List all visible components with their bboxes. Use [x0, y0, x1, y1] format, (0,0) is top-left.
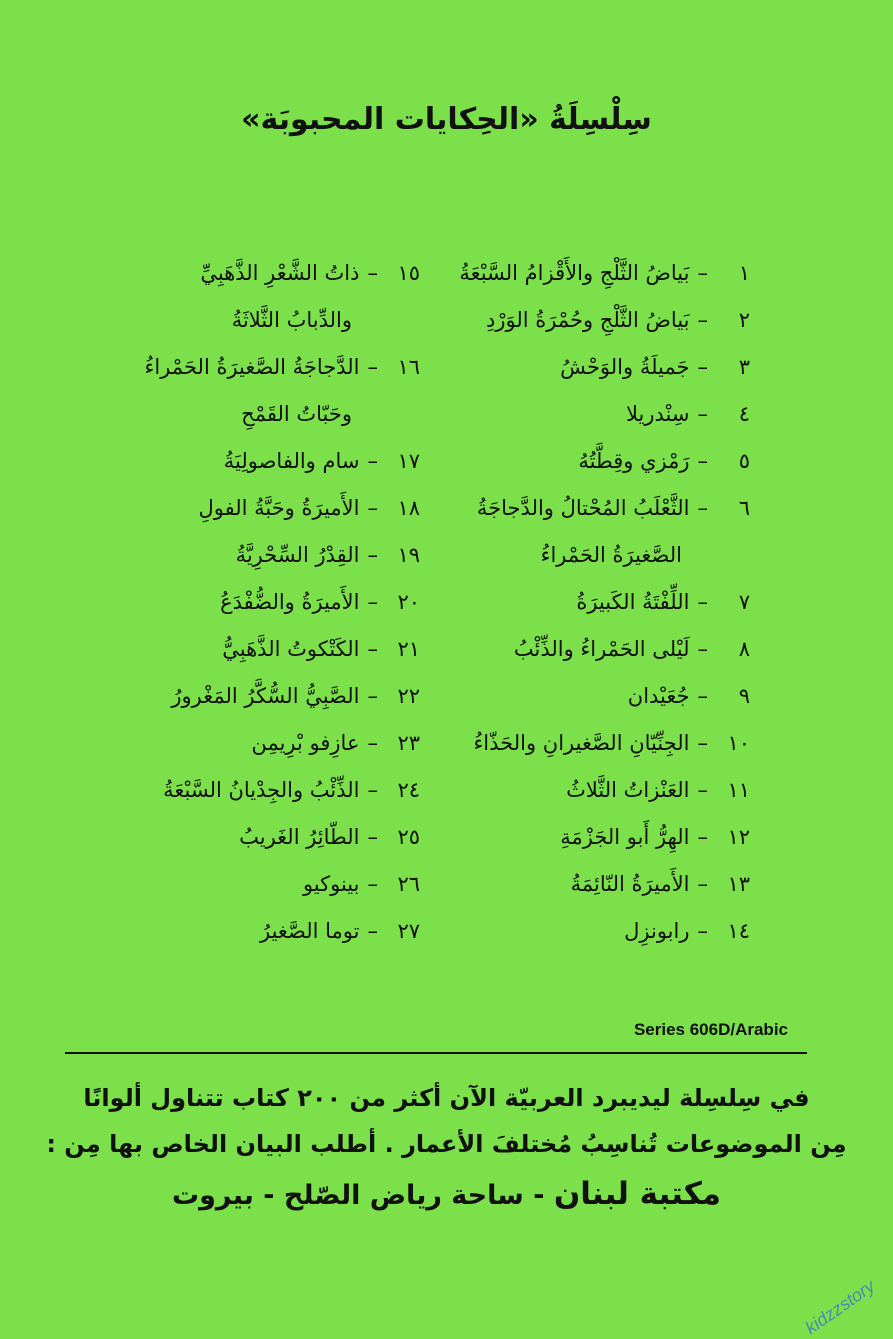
- item-dash: –: [697, 402, 708, 426]
- title-list-item: [430, 532, 750, 579]
- item-dash: –: [697, 261, 708, 285]
- item-number: ١٦: [397, 355, 420, 379]
- item-dash: –: [367, 261, 378, 285]
- title-list-item: [430, 344, 750, 391]
- item-dash: –: [697, 496, 708, 520]
- item-dash: –: [367, 590, 378, 614]
- title-list-item: [130, 344, 420, 391]
- item-title: سام والفاصولِيَةُ: [223, 449, 360, 473]
- item-dash: –: [697, 731, 708, 755]
- item-number: ١٢: [727, 825, 750, 849]
- titles-column-right: [430, 250, 750, 955]
- title-list-item: [430, 673, 750, 720]
- item-dash: –: [697, 590, 708, 614]
- item-dash: –: [367, 449, 378, 473]
- title-list-item: [430, 391, 750, 438]
- item-dash: –: [697, 684, 708, 708]
- item-number: ٢٥: [397, 825, 420, 849]
- divider: [65, 1052, 807, 1054]
- item-number: ٢٦: [397, 872, 420, 896]
- item-title: رابونزِل: [624, 919, 690, 943]
- title-list-item: [130, 579, 420, 626]
- series-code: Series 606D/Arabic: [633, 1020, 788, 1039]
- item-title: بينوكيو: [302, 872, 360, 896]
- title-list-item: [130, 908, 420, 955]
- item-dash: –: [697, 825, 708, 849]
- title-list-item: [130, 861, 420, 908]
- item-title: الكَتْكوتُ الذَّهَبِيُّ: [222, 637, 360, 661]
- item-number: ١١: [727, 778, 750, 802]
- item-title: عازِفو بْرِيمِن: [251, 731, 360, 755]
- item-title: سِنْدريلا: [626, 402, 690, 426]
- item-number: ٦: [738, 496, 750, 520]
- item-number: ١٣: [727, 872, 750, 896]
- item-title: القِدْرُ السِّحْرِيَّةُ: [235, 543, 360, 567]
- item-title: توما الصَّغيرُ: [259, 919, 360, 943]
- title-list-item: [430, 579, 750, 626]
- item-title: العَنْزاتُ الثَّلاثُ: [566, 778, 690, 802]
- item-title: بَياضُ الثَّلْجِ والأَقْزامُ السَّبْعَةُ: [459, 261, 690, 285]
- title-list-item: [430, 908, 750, 955]
- publisher-footer: [0, 1075, 893, 1219]
- item-title: الذِّئْبُ والجِدْيانُ السَّبْعَةُ: [163, 778, 360, 802]
- item-dash: –: [367, 919, 378, 943]
- title-list-item: [130, 250, 420, 297]
- item-title: الصَّغيرَةُ الحَمْراءُ: [540, 543, 682, 567]
- item-dash: –: [697, 308, 708, 332]
- item-dash: –: [697, 449, 708, 473]
- item-number: ٢٠: [397, 590, 420, 614]
- title-list-item: [130, 485, 420, 532]
- publisher-name: مكتبة لبنان: [553, 1176, 721, 1212]
- item-title: رَمْزي وقِطَّتُهُ: [578, 449, 690, 473]
- item-number: ٣: [738, 355, 750, 379]
- item-dash: –: [697, 919, 708, 943]
- title-list-item: [430, 814, 750, 861]
- title-list-item: [430, 250, 750, 297]
- item-number: ٩: [738, 684, 750, 708]
- footer-line-1: في سِلسِلة ليديبرد العربيّة الآن أكثر من ٢٠٠ كتاب تتناول ألوانًا: [83, 1084, 810, 1112]
- title-list-item: [130, 297, 420, 344]
- item-number: ٧: [738, 590, 750, 614]
- item-dash: –: [367, 684, 378, 708]
- title-list-item: [130, 391, 420, 438]
- item-dash: –: [697, 355, 708, 379]
- titles-column-left: [130, 250, 420, 955]
- title-list-item: [430, 720, 750, 767]
- item-dash: –: [367, 731, 378, 755]
- title-list-item: [430, 861, 750, 908]
- item-title: والدِّبابُ الثَّلاثَةُ: [231, 308, 352, 332]
- item-dash: –: [367, 637, 378, 661]
- title-list-item: [130, 673, 420, 720]
- item-title: الدَّجاجَةُ الصَّغيرَةُ الحَمْراءُ: [144, 355, 360, 379]
- title-list-item: [430, 438, 750, 485]
- item-dash: –: [367, 872, 378, 896]
- title-list-item: [130, 814, 420, 861]
- item-dash: –: [697, 778, 708, 802]
- item-title: الصَّبِيُّ السُّكَّرُ المَغْرورُ: [171, 684, 360, 708]
- item-number: ٢١: [397, 637, 420, 661]
- item-dash: –: [367, 825, 378, 849]
- footer-line-2: مِن الموضوعات تُناسِبُ مُختلفَ الأعمار . أطلب البيان الخاص بها مِن :: [46, 1130, 847, 1158]
- publisher-address-line: [0, 1171, 893, 1219]
- item-title: الجِنِّيّانِ الصَّغيرانِ والحَذّاءُ: [473, 731, 690, 755]
- title-list-item: [130, 720, 420, 767]
- item-title: الطّائِرُ الغَريبُ: [239, 825, 360, 849]
- item-number: ٢٤: [397, 778, 420, 802]
- watermark-logo: kidzzstory: [801, 1275, 879, 1339]
- title-list-item: [130, 626, 420, 673]
- item-dash: –: [367, 778, 378, 802]
- item-title: جَميلَةُ والوَحْشُ: [560, 355, 690, 379]
- item-number: ١٠: [727, 731, 750, 755]
- item-dash: –: [367, 355, 378, 379]
- item-title: ذاتُ الشَّعْرِ الذَّهَبِيِّ: [200, 261, 360, 285]
- item-number: ٨: [738, 637, 750, 661]
- item-title: لَيْلى الحَمْراءُ والذِّئْبُ: [513, 637, 690, 661]
- item-number: ١٥: [397, 261, 420, 285]
- item-title: الثَّعْلَبُ المُحْتالُ والدَّجاجَةُ: [476, 496, 690, 520]
- item-number: ١٧: [397, 449, 420, 473]
- title-list-item: [430, 485, 750, 532]
- publisher-address: - ساحة رياض الصّلح - بيروت: [171, 1180, 545, 1211]
- item-title: بَياضُ الثَّلْجِ وحُمْرَةُ الوَرْدِ: [486, 308, 690, 332]
- item-dash: –: [367, 496, 378, 520]
- item-title: الأَميرَةُ والضُّفْدَعُ: [220, 590, 360, 614]
- item-dash: –: [367, 543, 378, 567]
- item-title: اللِّفْتَةُ الكَبيرَةُ: [576, 590, 690, 614]
- item-number: ٢: [738, 308, 750, 332]
- item-number: ٥: [738, 449, 750, 473]
- item-dash: –: [697, 872, 708, 896]
- item-dash: –: [697, 637, 708, 661]
- title-list-item: [430, 297, 750, 344]
- title-list-item: [430, 626, 750, 673]
- title-list-item: [130, 532, 420, 579]
- series-title: سِلْسِلَةُ «الحِكايات المحبوبَة»: [241, 102, 652, 137]
- item-title: الأَميرَةُ النّائِمَةُ: [570, 872, 690, 896]
- item-title: الهِرُّ أَبو الجَزْمَةِ: [560, 825, 690, 849]
- item-title: الأَميرَةُ وحَبَّةُ الفولِ: [198, 496, 360, 520]
- item-number: ١٩: [397, 543, 420, 567]
- title-list-item: [130, 767, 420, 814]
- item-title: وحَبّاتُ القَمْحِ: [241, 402, 352, 426]
- item-number: ٢٢: [397, 684, 420, 708]
- item-number: ٢٣: [397, 731, 420, 755]
- item-number: ١٨: [397, 496, 420, 520]
- item-number: ٤: [738, 402, 750, 426]
- item-title: جُعَيْدان: [627, 684, 690, 708]
- item-number: ٢٧: [397, 919, 420, 943]
- item-number: ١٤: [727, 919, 750, 943]
- title-list-item: [430, 767, 750, 814]
- item-number: ١: [738, 261, 750, 285]
- title-list-item: [130, 438, 420, 485]
